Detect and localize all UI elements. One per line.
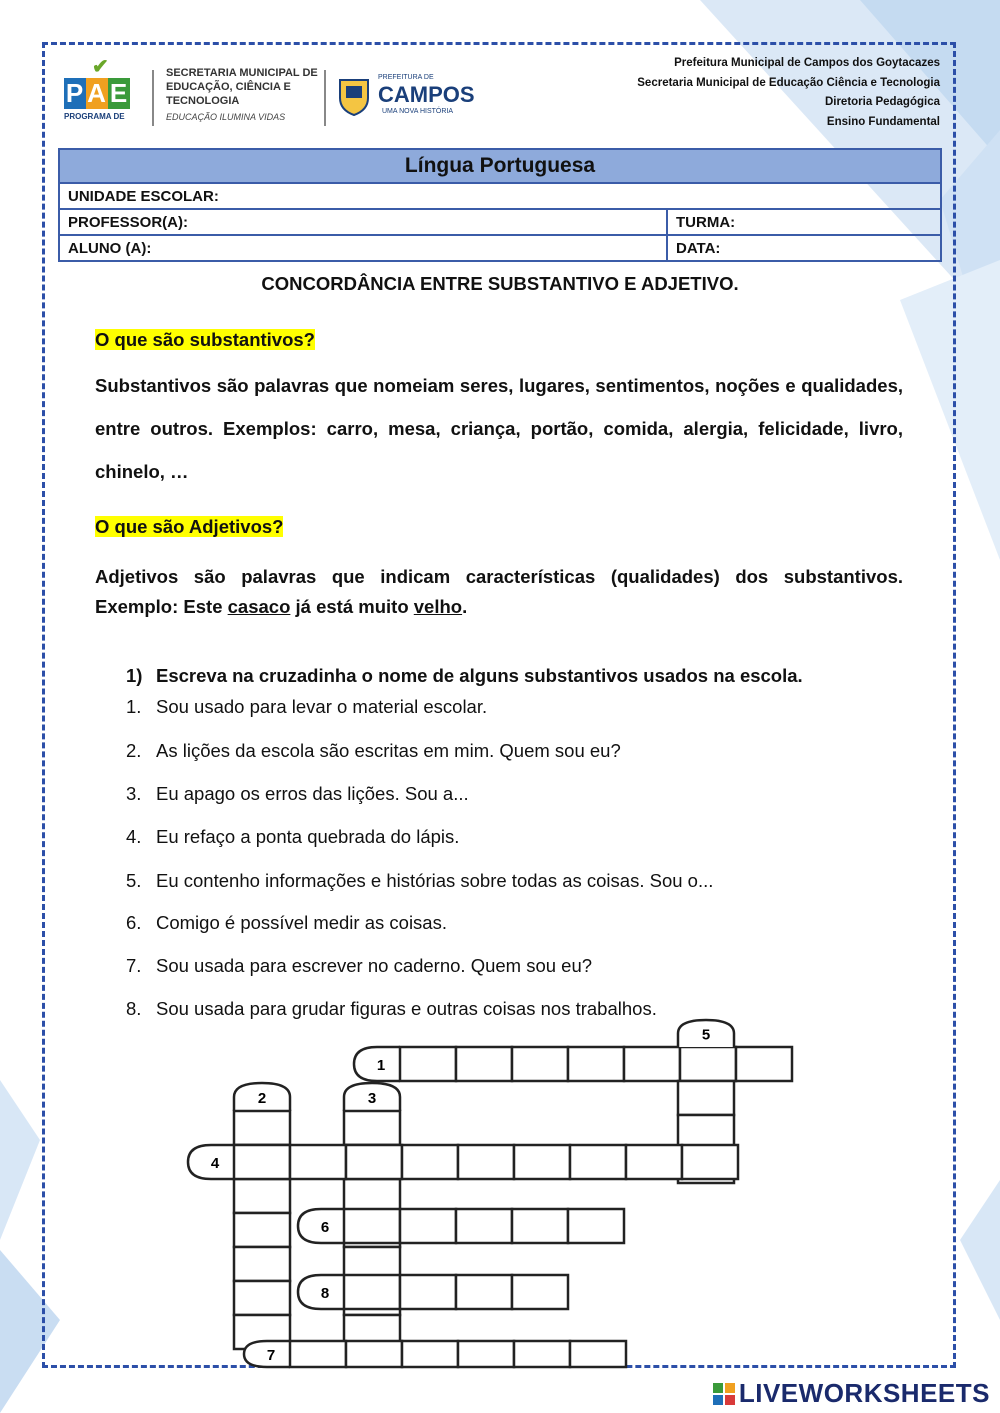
secretaria-slogan: EDUCAÇÃO ILUMINA VIDAS	[166, 112, 286, 122]
secretaria-name: SECRETARIA MUNICIPAL DE EDUCAÇÃO, CIÊNCIA E TECNOLOGIA	[166, 67, 318, 107]
clue-number: 3.	[126, 783, 142, 804]
question-adjetivos-text: O que são Adjetivos?	[95, 516, 284, 537]
crossword-cell[interactable]	[234, 1247, 290, 1281]
crossword-cell[interactable]	[402, 1145, 458, 1179]
clue-text: Comigo é possível medir as coisas.	[156, 912, 447, 933]
crossword-cell[interactable]	[568, 1209, 624, 1243]
crossword-cell[interactable]	[678, 1081, 734, 1115]
pae-letter-a: A	[87, 78, 107, 108]
crossword-cell[interactable]	[512, 1275, 568, 1309]
pae-subtitle: PROGRAMA DE	[64, 112, 125, 121]
checkmark-icon: ✔	[92, 56, 109, 78]
crossword-cell[interactable]	[290, 1341, 346, 1367]
professor-field[interactable]: PROFESSOR(A):	[59, 209, 667, 235]
crossword-cell[interactable]	[400, 1047, 456, 1081]
unidade-field[interactable]: UNIDADE ESCOLAR:	[59, 183, 941, 209]
institution-line: Ensino Fundamental	[826, 115, 940, 128]
crossword-cell[interactable]	[512, 1047, 568, 1081]
institution-line: Diretoria Pedagógica	[824, 96, 940, 108]
crossword-cell[interactable]	[680, 1047, 736, 1081]
crossword-cell[interactable]	[624, 1047, 680, 1081]
watermark-text: LIVEWORKSHEETS	[738, 1378, 990, 1408]
clue-text: As lições da escola são escritas em mim. Quem sou eu?	[156, 740, 621, 761]
clue-number: 4.	[126, 826, 142, 847]
exercise-number: 1)	[126, 665, 143, 686]
crossword-cell[interactable]	[458, 1341, 514, 1367]
exercise-text: Escreva na cruzadinha o nome de alguns substantivos usados na escola.	[156, 665, 803, 686]
crossword-number: 4	[210, 1155, 220, 1172]
clue-number: 7.	[126, 955, 142, 976]
crossword-cell[interactable]	[736, 1047, 792, 1081]
crossword-cell[interactable]	[568, 1047, 624, 1081]
clue-text: Sou usado para levar o material escolar.	[156, 696, 488, 717]
main-title: CONCORDÂNCIA ENTRE SUBSTANTIVO E ADJETIVO.	[261, 273, 739, 294]
crossword-cell[interactable]	[456, 1047, 512, 1081]
clue-number: 8.	[126, 998, 142, 1019]
turma-field[interactable]: TURMA:	[667, 209, 941, 235]
crossword-cell[interactable]	[344, 1111, 400, 1145]
crossword-cell[interactable]	[346, 1341, 402, 1367]
clue-text: Sou usada para grudar figuras e outras coisas nos trabalhos.	[156, 998, 657, 1019]
subject-title: Língua Portuguesa	[59, 149, 941, 183]
crossword-number: 2	[257, 1090, 267, 1107]
crossword-cell[interactable]	[626, 1145, 682, 1179]
pae-letter-p: P	[65, 78, 85, 108]
crossword-cell[interactable]	[400, 1275, 456, 1309]
crossword-number: 1	[376, 1057, 386, 1074]
crossword-cell[interactable]	[234, 1145, 290, 1179]
clue-text: Eu refaço a ponta quebrada do lápis.	[156, 826, 460, 847]
crossword-cell[interactable]	[512, 1209, 568, 1243]
crossword-cell[interactable]	[344, 1275, 400, 1309]
crossword-number: 7	[266, 1347, 276, 1364]
crossword-cell[interactable]	[400, 1209, 456, 1243]
liveworksheets-watermark	[713, 1378, 990, 1409]
institution-line: Prefeitura Municipal de Campos dos Goytacazes	[674, 57, 940, 69]
clue-text: Eu apago os erros das lições. Sou a...	[156, 783, 469, 804]
clue-number: 1.	[126, 696, 142, 717]
clue-number: 6.	[126, 912, 142, 933]
crossword-number: 3	[367, 1090, 377, 1107]
paragraph-adjetivos-b: já está muito	[290, 596, 414, 617]
clue-number: 2.	[126, 740, 142, 761]
crossword-number: 6	[320, 1219, 330, 1236]
crossword-cell[interactable]	[234, 1213, 290, 1247]
crossword-cell[interactable]	[234, 1281, 290, 1315]
clue-text: Eu contenho informações e histórias sobre todas as coisas. Sou o...	[156, 870, 714, 891]
crossword-cell[interactable]	[570, 1145, 626, 1179]
crossword-cell[interactable]	[344, 1209, 400, 1243]
crossword-cell[interactable]	[346, 1145, 402, 1179]
crossword-cell[interactable]	[234, 1179, 290, 1213]
crossword-cell[interactable]	[458, 1145, 514, 1179]
crossword-cell[interactable]	[290, 1145, 346, 1179]
paragraph-adjetivos-c: .	[462, 596, 468, 617]
paragraph-substantivos: Substantivos são palavras que nomeiam seres, lugares, sentimentos, noções e qualidades, entre outros. Exemplos: carro, mesa, criança, portão, comida, alergia, felicidade, livro, chinelo, …	[95, 375, 903, 482]
campos-title: CAMPOS	[378, 82, 475, 107]
pae-letter-e: E	[109, 78, 129, 108]
aluno-field[interactable]: ALUNO (A):	[59, 235, 667, 261]
crossword-cell[interactable]	[234, 1111, 290, 1145]
crossword-number: 5	[701, 1026, 711, 1044]
clue-text: Sou usada para escrever no caderno. Quem sou eu?	[156, 955, 593, 976]
campos-pre: PREFEITURA DE	[378, 74, 434, 81]
crossword-cell[interactable]	[402, 1341, 458, 1367]
example-adjective: velho	[413, 596, 463, 617]
crossword-cell[interactable]	[456, 1275, 512, 1309]
clue-number: 5.	[126, 870, 142, 891]
crossword-cell[interactable]	[570, 1341, 626, 1367]
data-field[interactable]: DATA:	[667, 235, 941, 261]
crossword-cell[interactable]	[682, 1145, 738, 1179]
institution-line: Secretaria Municipal de Educação Ciência e Tecnologia	[637, 76, 940, 89]
crossword-cell[interactable]	[514, 1341, 570, 1367]
crossword-cell[interactable]	[456, 1209, 512, 1243]
question-substantivos-text: O que são substantivos?	[95, 329, 315, 350]
crossword-number: 8	[320, 1285, 330, 1302]
crossword-cell[interactable]	[514, 1145, 570, 1179]
liveworksheets-logo-icon	[713, 1383, 735, 1405]
campos-subtitle: UMA NOVA HISTÓRIA	[382, 108, 454, 115]
paragraph-adjetivos-a: Adjetivos são palavras que indicam características (qualidades) dos substantivos. Exemplo: Este	[95, 566, 903, 617]
example-noun: casaco	[227, 596, 291, 617]
